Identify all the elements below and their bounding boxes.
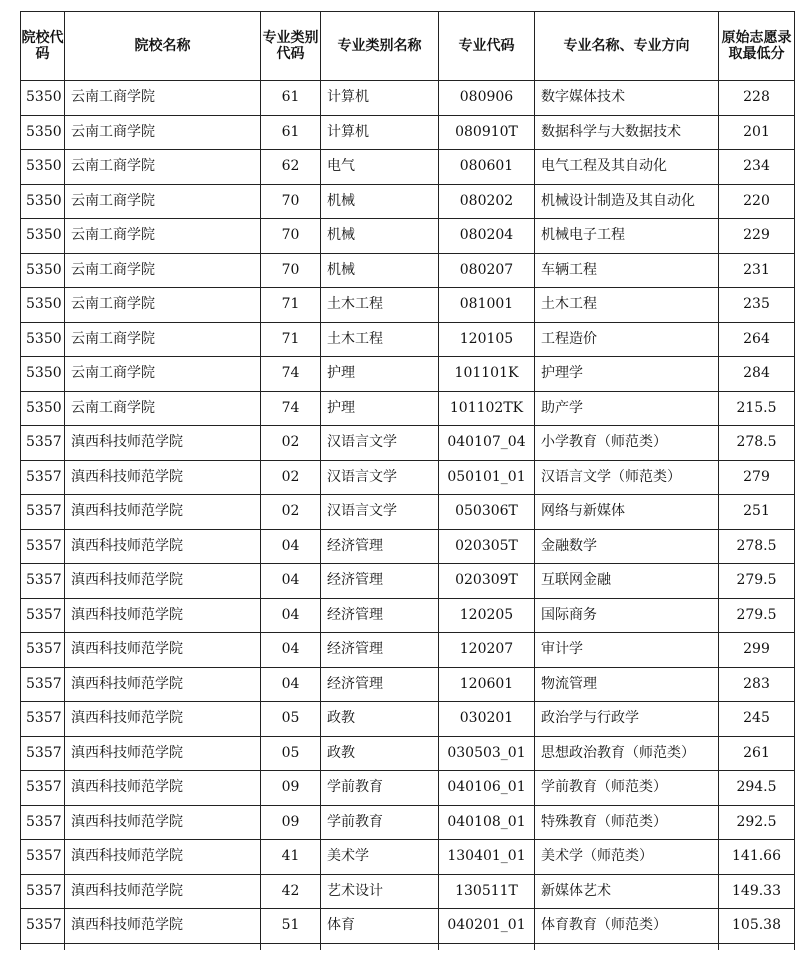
cell-school-code: 5350 (21, 322, 65, 357)
table-row (21, 529, 795, 564)
cell-category-code: 02 (261, 426, 321, 461)
cell-category-name: 经济管理 (321, 598, 439, 633)
cell-category-name: 汉语言文学 (321, 426, 439, 461)
cell-category-name: 美术学 (321, 840, 439, 875)
cell-category-name: 政教 (321, 736, 439, 771)
cell-category-name: 政教 (321, 702, 439, 737)
cell-major-code: 101102TK (439, 391, 535, 426)
header-major-code: 专业代码 (439, 12, 535, 81)
cell-category-code: 09 (261, 805, 321, 840)
cell-major-name: 学前教育（师范类） (535, 771, 719, 806)
cell-school-name: 云南工商学院 (65, 253, 261, 288)
cell-category-code: 71 (261, 322, 321, 357)
cell-category-name: 经济管理 (321, 529, 439, 564)
cell-major-code: 130401_01 (439, 840, 535, 875)
cell-school-name: 滇西科技师范学院 (65, 598, 261, 633)
cell-major-name: 电气工程及其自动化 (535, 150, 719, 185)
cell-category-name: 机械 (321, 253, 439, 288)
cell-major-code: 050101_01 (439, 460, 535, 495)
cell-school-name: 滇西科技师范学院 (65, 564, 261, 599)
cell-school-code: 5357 (21, 840, 65, 875)
cell-major-code: 080202 (439, 184, 535, 219)
cell-category-name: 汉语言文学 (321, 460, 439, 495)
cell-school-code: 5357 (21, 702, 65, 737)
table-row (21, 909, 795, 944)
cell-min-score: 251 (719, 495, 795, 530)
cell-major-code: 120205 (439, 598, 535, 633)
cell-school-name: 云南工商学院 (65, 391, 261, 426)
cell-category-name: 电气 (321, 150, 439, 185)
table-row (21, 840, 795, 875)
cell-min-score: 201 (719, 115, 795, 150)
cell-category-code: 70 (261, 253, 321, 288)
cell-min-score: 231 (719, 253, 795, 288)
table-row (21, 184, 795, 219)
cell-category-code: 04 (261, 633, 321, 668)
cell-category-name: 土木工程 (321, 322, 439, 357)
cell-min-score: 141.66 (719, 840, 795, 875)
cell-school-name: 云南工商学院 (65, 115, 261, 150)
cell-school-code: 5357 (21, 667, 65, 702)
cell-major-name: 政治学与行政学 (535, 702, 719, 737)
cell-category-code: 04 (261, 598, 321, 633)
cell-major-name: 工程造价 (535, 322, 719, 357)
table-row (21, 771, 795, 806)
cell-min-score: 229 (719, 219, 795, 254)
cell-empty (719, 943, 795, 950)
table-row (21, 633, 795, 668)
cell-empty (439, 943, 535, 950)
cell-major-name: 土木工程 (535, 288, 719, 323)
cell-category-code: 04 (261, 564, 321, 599)
cell-school-name: 滇西科技师范学院 (65, 840, 261, 875)
cell-category-code: 70 (261, 219, 321, 254)
cell-major-code: 030503_01 (439, 736, 535, 771)
cell-school-name: 滇西科技师范学院 (65, 702, 261, 737)
cell-major-name: 机械电子工程 (535, 219, 719, 254)
cell-major-name: 新媒体艺术 (535, 874, 719, 909)
cell-school-code: 5350 (21, 357, 65, 392)
cell-school-code: 5350 (21, 253, 65, 288)
cell-min-score: 279.5 (719, 598, 795, 633)
cell-school-name: 滇西科技师范学院 (65, 909, 261, 944)
cell-school-code: 5350 (21, 288, 65, 323)
cell-min-score: 294.5 (719, 771, 795, 806)
cell-empty (535, 943, 719, 950)
cell-school-code: 5357 (21, 529, 65, 564)
cell-min-score: 105.38 (719, 909, 795, 944)
cell-category-code: 51 (261, 909, 321, 944)
cell-major-name: 机械设计制造及其自动化 (535, 184, 719, 219)
cell-min-score: 284 (719, 357, 795, 392)
cell-major-name: 特殊教育（师范类） (535, 805, 719, 840)
header-major-name: 专业名称、专业方向 (535, 12, 719, 81)
cell-major-code: 130511T (439, 874, 535, 909)
table-row (21, 253, 795, 288)
cell-category-name: 艺术设计 (321, 874, 439, 909)
cell-school-code: 5357 (21, 909, 65, 944)
cell-major-name: 互联网金融 (535, 564, 719, 599)
cell-school-name: 云南工商学院 (65, 288, 261, 323)
cell-min-score: 278.5 (719, 426, 795, 461)
cell-major-name: 小学教育（师范类） (535, 426, 719, 461)
cell-school-code: 5357 (21, 736, 65, 771)
cell-empty (21, 943, 65, 950)
cell-school-name: 滇西科技师范学院 (65, 633, 261, 668)
cell-category-name: 经济管理 (321, 633, 439, 668)
cell-empty (65, 943, 261, 950)
cell-major-code: 101101K (439, 357, 535, 392)
cell-school-code: 5357 (21, 495, 65, 530)
cell-major-name: 车辆工程 (535, 253, 719, 288)
cell-major-code: 080207 (439, 253, 535, 288)
cell-major-name: 物流管理 (535, 667, 719, 702)
cell-school-code: 5357 (21, 564, 65, 599)
cell-category-name: 汉语言文学 (321, 495, 439, 530)
cell-major-code: 080204 (439, 219, 535, 254)
cell-category-name: 机械 (321, 184, 439, 219)
cell-min-score: 215.5 (719, 391, 795, 426)
cell-major-code: 120105 (439, 322, 535, 357)
cell-major-name: 思想政治教育（师范类） (535, 736, 719, 771)
header-category-name: 专业类别名称 (321, 12, 439, 81)
cell-major-name: 网络与新媒体 (535, 495, 719, 530)
cell-empty (261, 943, 321, 950)
cell-category-code: 05 (261, 702, 321, 737)
cell-category-code: 61 (261, 115, 321, 150)
cell-min-score: 228 (719, 81, 795, 116)
table-row (21, 391, 795, 426)
cell-major-code: 080601 (439, 150, 535, 185)
cell-school-code: 5350 (21, 391, 65, 426)
cell-min-score: 279.5 (719, 564, 795, 599)
cell-school-name: 滇西科技师范学院 (65, 529, 261, 564)
cell-major-code: 081001 (439, 288, 535, 323)
cell-major-name: 护理学 (535, 357, 719, 392)
admission-score-table (20, 11, 795, 950)
cell-school-name: 云南工商学院 (65, 150, 261, 185)
cell-major-code: 120207 (439, 633, 535, 668)
cell-category-name: 学前教育 (321, 771, 439, 806)
table-row (21, 702, 795, 737)
cell-min-score: 234 (719, 150, 795, 185)
cell-min-score: 245 (719, 702, 795, 737)
cell-category-name: 经济管理 (321, 667, 439, 702)
cell-school-code: 5357 (21, 426, 65, 461)
cell-major-name: 汉语言文学（师范类） (535, 460, 719, 495)
cell-category-name: 机械 (321, 219, 439, 254)
table-row (21, 495, 795, 530)
cell-major-name: 体育教育（师范类） (535, 909, 719, 944)
cell-category-code: 71 (261, 288, 321, 323)
cell-category-name: 土木工程 (321, 288, 439, 323)
cell-category-name: 体育 (321, 909, 439, 944)
cell-school-name: 滇西科技师范学院 (65, 736, 261, 771)
cell-category-code: 02 (261, 495, 321, 530)
cell-category-name: 经济管理 (321, 564, 439, 599)
cell-category-code: 04 (261, 529, 321, 564)
table-row (21, 322, 795, 357)
cell-min-score: 261 (719, 736, 795, 771)
cell-category-name: 护理 (321, 391, 439, 426)
cell-school-code: 5350 (21, 184, 65, 219)
cell-major-code: 020309T (439, 564, 535, 599)
header-min-score: 原始志愿录取最低分 (719, 12, 795, 81)
cell-school-code: 5350 (21, 115, 65, 150)
cell-school-name: 滇西科技师范学院 (65, 805, 261, 840)
cell-school-code: 5350 (21, 81, 65, 116)
cell-school-name: 滇西科技师范学院 (65, 495, 261, 530)
cell-min-score: 279 (719, 460, 795, 495)
cell-major-code: 040201_01 (439, 909, 535, 944)
cell-major-name: 金融数学 (535, 529, 719, 564)
table-row (21, 115, 795, 150)
cell-major-code: 080906 (439, 81, 535, 116)
cell-category-name: 学前教育 (321, 805, 439, 840)
cell-min-score: 278.5 (719, 529, 795, 564)
cell-category-code: 61 (261, 81, 321, 116)
cell-category-code: 05 (261, 736, 321, 771)
cell-min-score: 264 (719, 322, 795, 357)
cell-school-code: 5350 (21, 219, 65, 254)
cell-category-code: 74 (261, 357, 321, 392)
cell-school-name: 滇西科技师范学院 (65, 667, 261, 702)
cell-category-code: 41 (261, 840, 321, 875)
cell-category-code: 04 (261, 667, 321, 702)
cell-category-code: 62 (261, 150, 321, 185)
table-row (21, 598, 795, 633)
table-row (21, 219, 795, 254)
cell-school-code: 5350 (21, 150, 65, 185)
table-row (21, 736, 795, 771)
header-school-code: 院校代码 (21, 12, 65, 81)
table-row (21, 874, 795, 909)
header-row (21, 12, 795, 81)
cell-school-code: 5357 (21, 633, 65, 668)
cell-major-code: 040108_01 (439, 805, 535, 840)
cell-school-code: 5357 (21, 460, 65, 495)
table-row (21, 460, 795, 495)
cell-school-code: 5357 (21, 771, 65, 806)
cell-empty (321, 943, 439, 950)
cell-major-name: 美术学（师范类） (535, 840, 719, 875)
cell-major-name: 数字媒体技术 (535, 81, 719, 116)
cell-major-code: 040106_01 (439, 771, 535, 806)
cell-category-code: 09 (261, 771, 321, 806)
table-row (21, 426, 795, 461)
table-row (21, 357, 795, 392)
cell-category-code: 74 (261, 391, 321, 426)
cell-major-name: 数据科学与大数据技术 (535, 115, 719, 150)
cell-school-name: 云南工商学院 (65, 357, 261, 392)
cell-min-score: 299 (719, 633, 795, 668)
cell-school-name: 云南工商学院 (65, 184, 261, 219)
cell-major-code: 030201 (439, 702, 535, 737)
cell-category-code: 70 (261, 184, 321, 219)
cell-category-name: 计算机 (321, 115, 439, 150)
table-body (21, 81, 795, 950)
cell-major-code: 050306T (439, 495, 535, 530)
cell-school-name: 云南工商学院 (65, 219, 261, 254)
cell-major-code: 080910T (439, 115, 535, 150)
cell-major-name: 审计学 (535, 633, 719, 668)
cell-min-score: 283 (719, 667, 795, 702)
cell-category-name: 护理 (321, 357, 439, 392)
table-row (21, 667, 795, 702)
cell-major-code: 020305T (439, 529, 535, 564)
cell-school-code: 5357 (21, 598, 65, 633)
table-row (21, 150, 795, 185)
cell-min-score: 235 (719, 288, 795, 323)
cell-min-score: 149.33 (719, 874, 795, 909)
table-row-partial (21, 943, 795, 950)
cell-category-name: 计算机 (321, 81, 439, 116)
cell-school-name: 滇西科技师范学院 (65, 460, 261, 495)
cell-major-code: 120601 (439, 667, 535, 702)
table-row (21, 81, 795, 116)
cell-min-score: 220 (719, 184, 795, 219)
cell-category-code: 42 (261, 874, 321, 909)
cell-school-code: 5357 (21, 805, 65, 840)
header-school-name: 院校名称 (65, 12, 261, 81)
cell-school-name: 云南工商学院 (65, 322, 261, 357)
cell-school-name: 滇西科技师范学院 (65, 874, 261, 909)
table-row (21, 288, 795, 323)
cell-category-code: 02 (261, 460, 321, 495)
table-row (21, 564, 795, 599)
cell-major-code: 040107_04 (439, 426, 535, 461)
cell-major-name: 助产学 (535, 391, 719, 426)
cell-school-name: 滇西科技师范学院 (65, 771, 261, 806)
cell-major-name: 国际商务 (535, 598, 719, 633)
cell-min-score: 292.5 (719, 805, 795, 840)
cell-school-name: 滇西科技师范学院 (65, 426, 261, 461)
cell-school-name: 云南工商学院 (65, 81, 261, 116)
header-category-code: 专业类别代码 (261, 12, 321, 81)
table-row (21, 805, 795, 840)
cell-school-code: 5357 (21, 874, 65, 909)
